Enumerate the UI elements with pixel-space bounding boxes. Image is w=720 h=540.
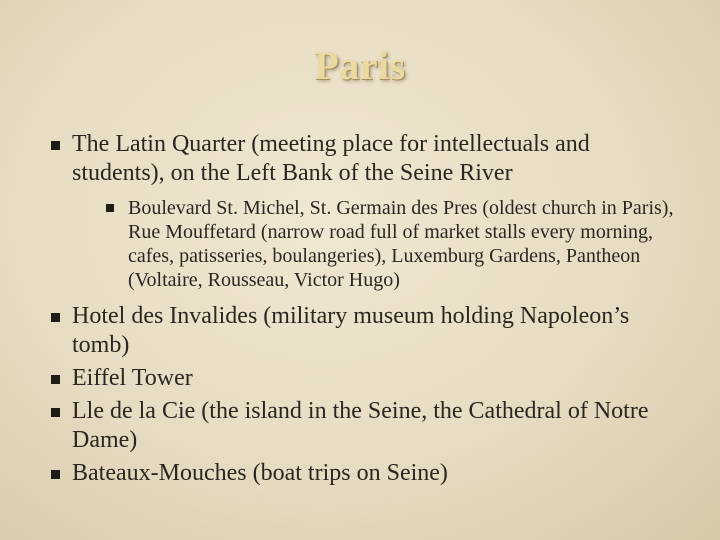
bullet-item <box>48 364 688 393</box>
sub-bullet-list <box>72 196 688 292</box>
bullet-text: Bateaux-Mouches (boat trips on Seine) <box>72 460 448 486</box>
bullet-item <box>48 130 688 292</box>
bullet-item <box>48 302 688 360</box>
bullet-text: The Latin Quarter (meeting place for intellectuals and students), on the Left Bank of the Seine River <box>72 131 590 186</box>
bullet-text: Hotel des Invalides (military museum holding Napoleon’s tomb) <box>72 303 630 358</box>
bullet-item <box>48 397 688 455</box>
bullet-list <box>48 130 688 492</box>
bullet-item <box>48 459 688 488</box>
slide-title: Paris <box>314 43 406 88</box>
bullet-text: Lle de la Cie (the island in the Seine, the Cathedral of Notre Dame) <box>72 398 649 453</box>
bullet-text: Eiffel Tower <box>72 365 193 391</box>
sub-bullet-item: Boulevard St. Michel, St. Germain des Pres (oldest church in Paris), Rue Mouffetard (narrow road full of market stalls every morning, cafes, patisseries, boulangeries), Luxemburg Gardens, Pantheon (Voltaire, Rousseau, Victor Hugo) <box>106 196 688 292</box>
